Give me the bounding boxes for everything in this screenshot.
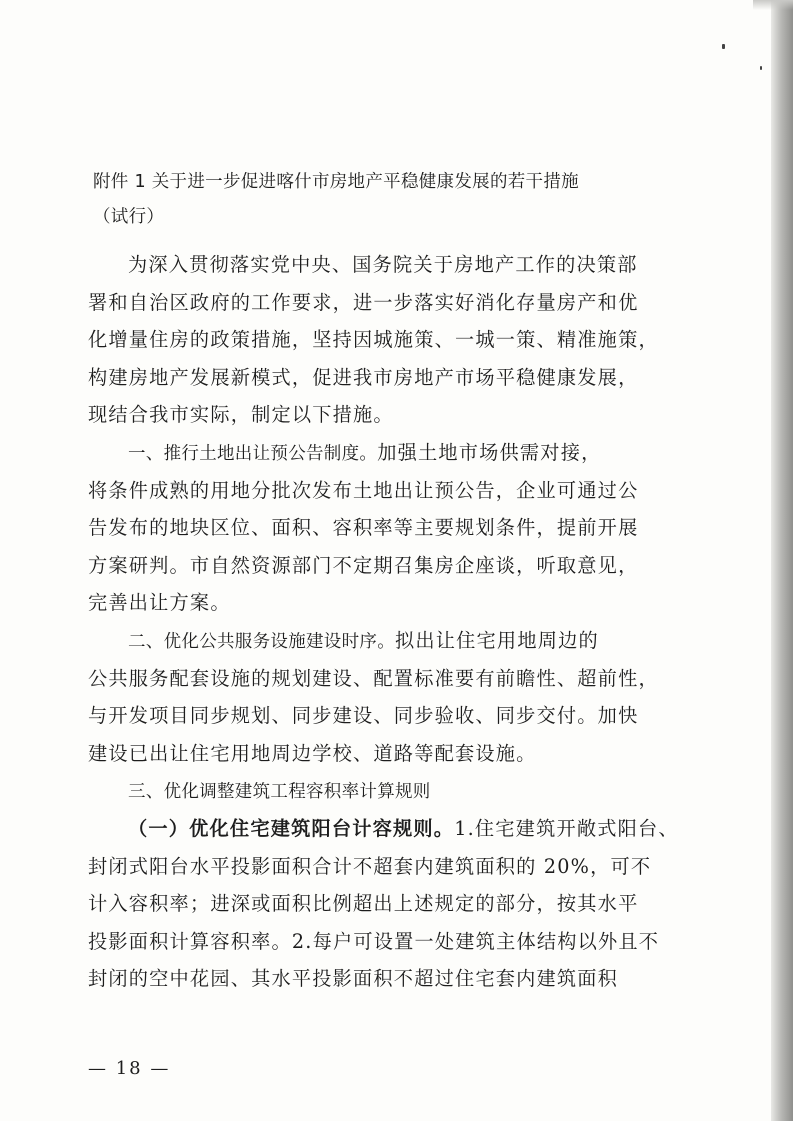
section-3-heading: 三、优化调整建筑工程容积率计算规则 (128, 782, 431, 803)
subsection-1-line: 封闭式阳台水平投影面积合计不超套内建筑面积的 20%，可不 (88, 854, 652, 878)
intro-line: 化增量住房的政策措施，坚持因城施策、一城一策、精准施策， (88, 328, 659, 352)
section-3-heading-line (88, 772, 688, 810)
intro-line: 为深入贯彻落实党中央、国务院关于房地产工作的决策部 (128, 253, 638, 276)
subsection-1-heading: （一）优化住宅建筑阳台计容规则。 (128, 816, 455, 840)
page-number: — 18 — (88, 1058, 171, 1079)
section-2-line: 建设已出让住宅用地周边学校、道路等配套设施。 (88, 741, 537, 765)
subsection-1-first-line (88, 810, 688, 848)
document-body (88, 246, 688, 998)
section-1-line: 完善出让方案。 (88, 591, 231, 615)
section-2-line: 公共服务配套设施的规划建设、配置标准要有前瞻性、超前性， (88, 666, 659, 690)
scan-edge-shadow (753, 0, 793, 10)
section-1-first-line (88, 434, 688, 472)
subsection-1-line: 计入容积率；进深或面积比例超出上述规定的部分，按其水平 (88, 892, 639, 916)
document-subtitle: （试行） (93, 207, 165, 227)
section-1-line: 方案研判。市自然资源部门不定期召集房企座谈，听取意见， (88, 553, 639, 577)
intro-line: 构建房地产发展新模式，促进我市房地产市场平稳健康发展， (88, 365, 639, 389)
subsection-1-line: 投影面积计算容积率。2.每户可设置一处建筑主体结构以外且不 (88, 929, 660, 953)
section-1-heading: 一、推行土地出让预公告制度。 (128, 443, 378, 464)
section-1-line: 将条件成熟的用地分批次发布土地出让预公告，企业可通过公 (88, 478, 639, 502)
intro-line: 署和自治区政府的工作要求，进一步落实好消化存量房产和优 (88, 290, 639, 314)
subsection-1-line: 封闭的空中花园、其水平投影面积不超过住宅套内建筑面积 (88, 967, 619, 991)
section-2-text: 拟出让住宅用地周边的 (395, 628, 599, 652)
intro-line: 现结合我市实际，制定以下措施。 (88, 403, 394, 427)
scan-speck (760, 66, 762, 70)
section-2-line: 与开发项目同步规划、同步建设、同步验收、同步交付。加快 (88, 704, 639, 728)
section-1-line: 告发布的地块区位、面积、容积率等主要规划条件，提前开展 (88, 516, 639, 540)
document-title: 附件 1 关于进一步促进喀什市房地产平稳健康发展的若干措施 (93, 172, 579, 192)
section-2-heading: 二、优化公共服务设施建设时序。 (128, 631, 395, 652)
section-2-first-line (88, 622, 688, 660)
section-1-text: 加强土地市场供需对接， (377, 440, 602, 464)
scan-edge (771, 0, 793, 1121)
scan-speck (722, 44, 725, 49)
subsection-1-text: 1.住宅建筑开敞式阳台、 (454, 816, 679, 840)
